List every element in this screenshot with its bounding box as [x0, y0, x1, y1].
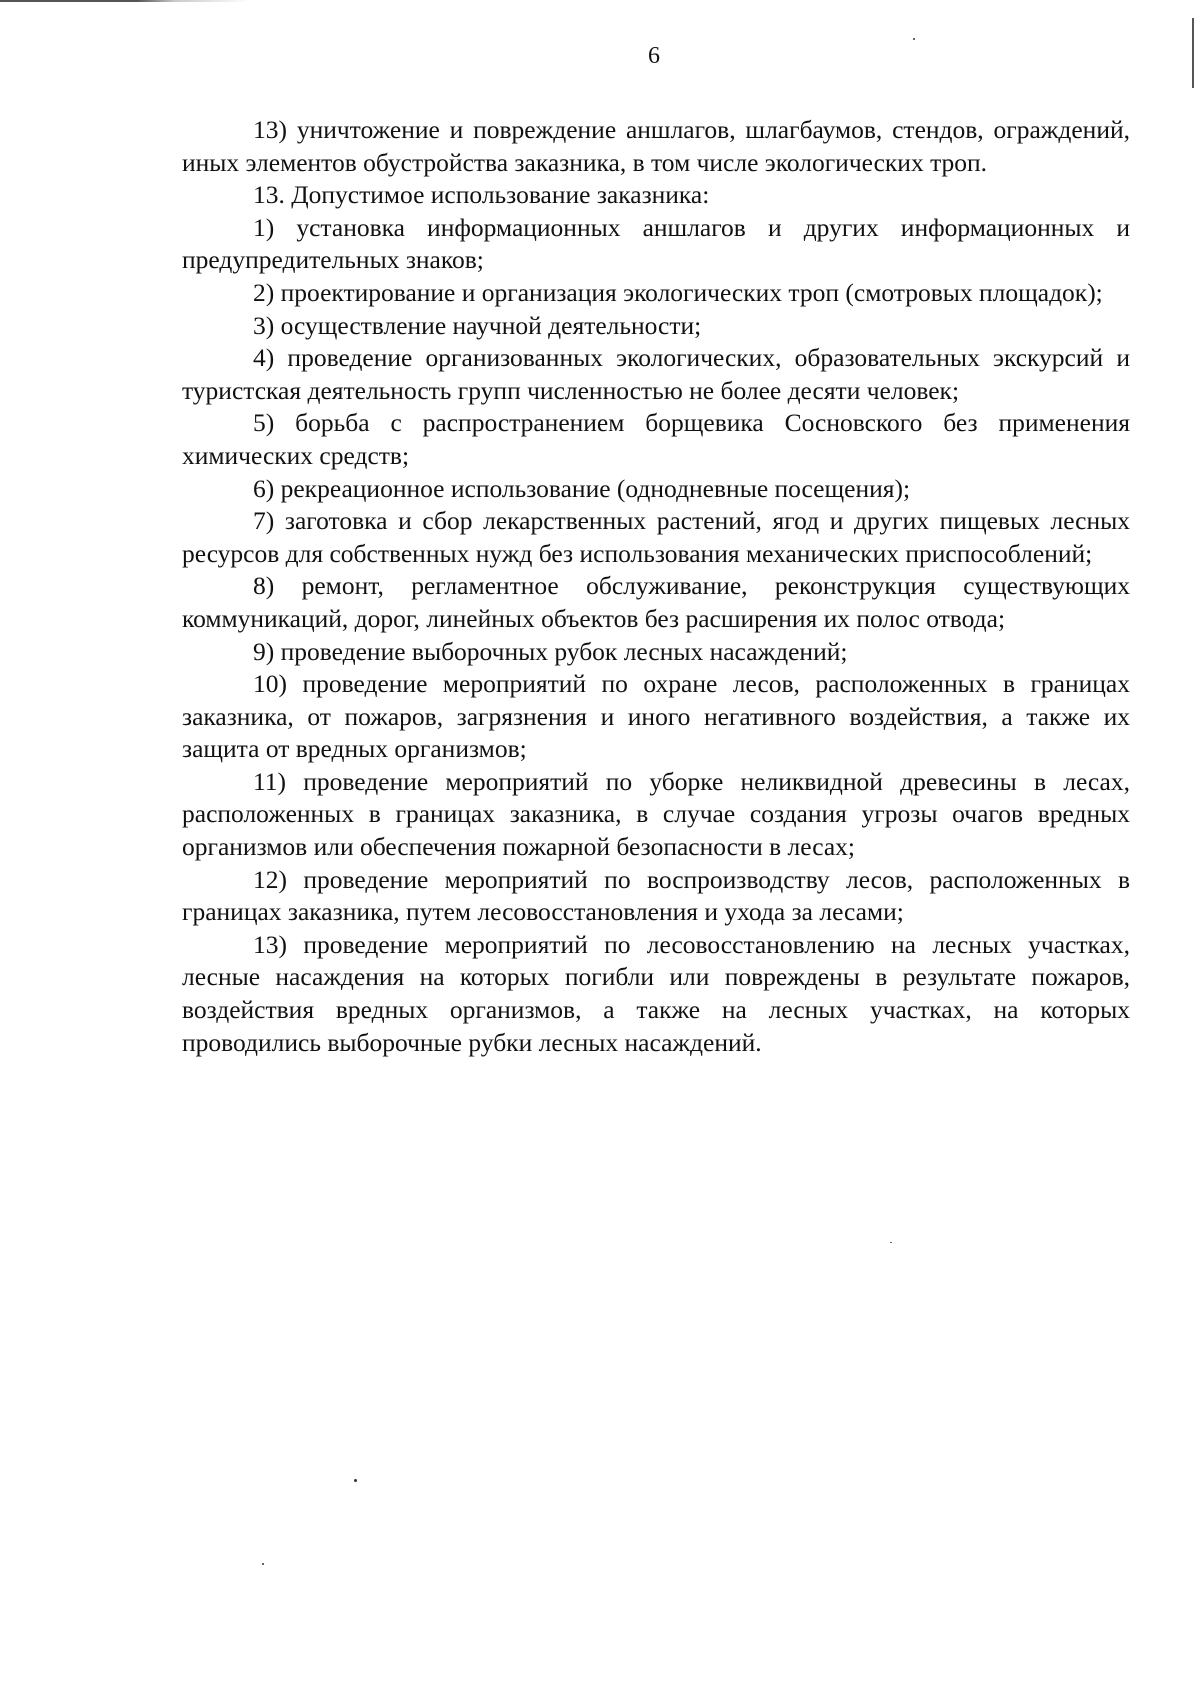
list-item-12: 12) проведение мероприятий по воспроизводству лесов, расположенных в границах заказника, путем лесовосстановления и ухода за лесами;	[182, 864, 1130, 927]
scan-speck	[262, 1563, 264, 1565]
scan-speck	[913, 38, 915, 40]
list-item-4: 4) проведение организованных экологических, образовательных экскурсий и туристская деятельность групп численностью не более десяти человек;	[182, 343, 1130, 405]
list-item-8: 8) ремонт, регламентное обслуживание, реконструкция существующих коммуникаций, дорог, линейных объектов без расширения их полос отвода;	[182, 571, 1130, 633]
list-item-11: 11) проведение мероприятий по уборке неликвидной древесины в лесах, расположенных в границах заказника, в случае создания угрозы очагов вредных организмов или обеспечения пожарной безопасности в лесах;	[182, 766, 1130, 862]
list-item-9: 9) проведение выборочных рубок лесных насаждений;	[253, 636, 848, 666]
list-item-1: 1) установка информационных аншлагов и других информационных и предупредительных знаков;	[182, 212, 1130, 275]
list-item-5: 5) борьба с распространением борщевика Сосновского без применения химических средств;	[182, 408, 1130, 470]
list-item-13: 13) проведение мероприятий по лесовосстановлению на лесных участках, лесные насаждения на которых погибли или повреждены в результате пожаров, воздействия вредных организмов, а также на лесных участках, на которых проводились выборочные рубки лесных насаждений.	[182, 929, 1130, 1057]
page-number: 6	[648, 43, 660, 69]
list-item-3: 3) осуществление научной деятельности;	[253, 310, 702, 340]
list-item-6: 6) рекреационное использование (однодневные посещения);	[253, 473, 911, 503]
paragraph-13-destruction: 13) уничтожение и повреждение аншлагов, шлагбаумов, стендов, ограждений, иных элементов обустройства заказника, в том числе экологических троп.	[182, 115, 1130, 177]
list-item-10: 10) проведение мероприятий по охране лесов, расположенных в границах заказника, от пожаров, загрязнения и иного негативного воздействия, а также их защита от вредных организмов;	[182, 669, 1130, 764]
list-item-7: 7) заготовка и сбор лекарственных растений, ягод и других пищевых лесных ресурсов для собственных нужд без использования механических приспособлений;	[182, 506, 1130, 568]
list-item-2: 2) проектирование и организация экологических троп (смотровых площадок);	[253, 277, 1103, 307]
section-heading-permitted-use: 13. Допустимое использование заказника:	[253, 180, 710, 210]
scan-edge-top	[0, 0, 250, 2]
scan-speck	[890, 1242, 892, 1243]
document-body	[182, 114, 1130, 1059]
scan-speck	[354, 1479, 357, 1482]
